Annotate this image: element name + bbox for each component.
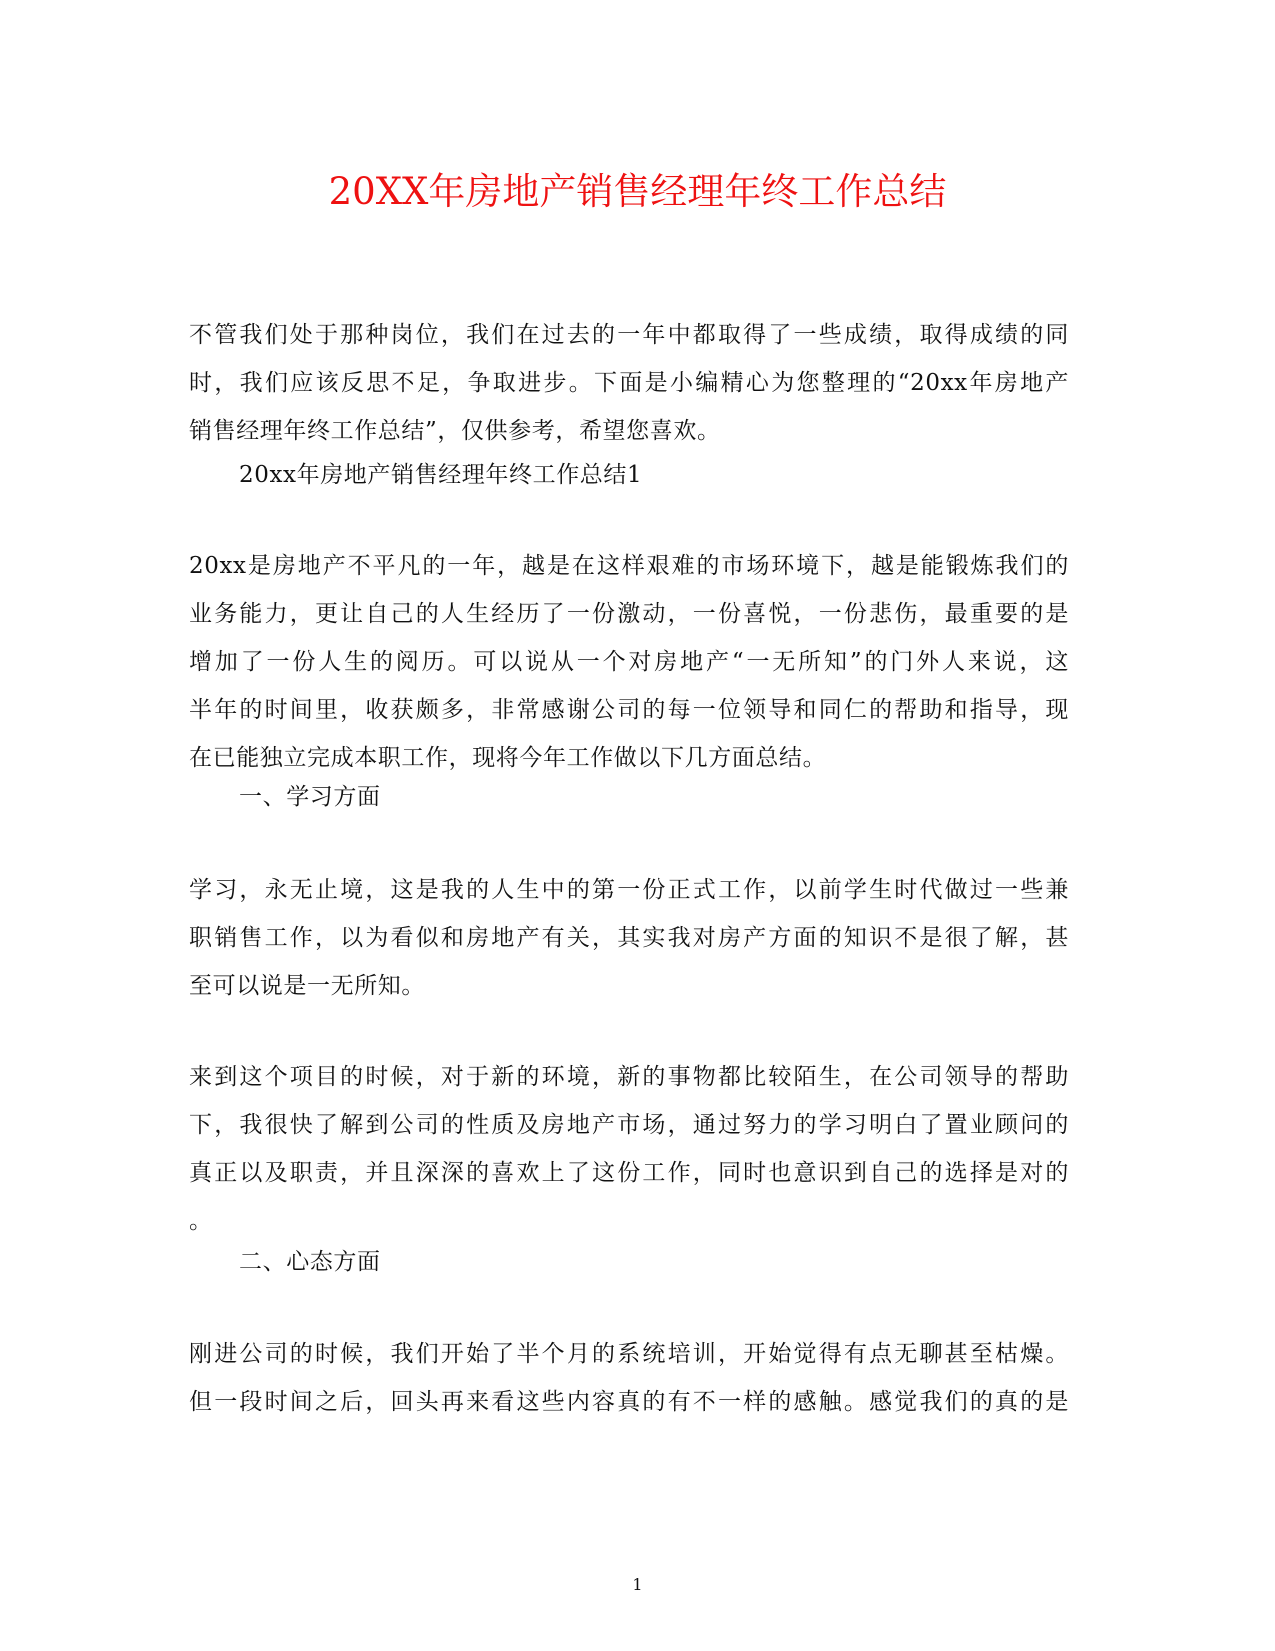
page-number: 1 [632, 1575, 643, 1594]
text-line: 半年的时间里，收获颇多，非常感谢公司的每一位领导和同仁的帮助和指导，现 [189, 697, 1069, 723]
paragraph-mindset [189, 1330, 1069, 1426]
text-line: 时，我们应该反思不足，争取进步。下面是小编精心为您整理的“20xx年房地产 [189, 370, 1069, 396]
text-line: 在已能独立完成本职工作，现将今年工作做以下几方面总结。 [189, 745, 827, 771]
paragraph-overview [189, 542, 1069, 782]
text-line: 真正以及职责，并且深深的喜欢上了这份工作，同时也意识到自己的选择是对的 [189, 1160, 1069, 1186]
intro-paragraph [189, 311, 1069, 455]
text-line: 下，我很快了解到公司的性质及房地产市场，通过努力的学习明白了置业顾问的 [189, 1112, 1069, 1138]
text-line: 不管我们处于那种岗位，我们在过去的一年中都取得了一些成绩，取得成绩的同 [189, 322, 1069, 348]
text-line: 刚进公司的时候，我们开始了半个月的系统培训，开始觉得有点无聊甚至枯燥。 [189, 1341, 1069, 1367]
document-title: 20XX年房地产销售经理年终工作总结 [328, 170, 947, 213]
paragraph-project [189, 1053, 1069, 1245]
text-line: 职销售工作，以为看似和房地产有关，其实我对房产方面的知识不是很了解，甚 [189, 925, 1069, 951]
section-heading-learning: 一、学习方面 [239, 784, 381, 810]
section-subtitle: 20xx年房地产销售经理年终工作总结1 [239, 462, 643, 488]
text-line: 来到这个项目的时候，对于新的环境，新的事物都比较陌生，在公司领导的帮助 [189, 1064, 1069, 1090]
text-line: 但一段时间之后，回头再来看这些内容真的有不一样的感触。感觉我们的真的是 [189, 1389, 1069, 1415]
text-line: 业务能力，更让自己的人生经历了一份激动，一份喜悦，一份悲伤，最重要的是 [189, 601, 1069, 627]
paragraph-learning [189, 866, 1069, 1010]
section-heading-mindset: 二、心态方面 [239, 1249, 381, 1275]
text-line: 20xx是房地产不平凡的一年，越是在这样艰难的市场环境下，越是能锻炼我们的 [189, 553, 1069, 579]
text-line: 增加了一份人生的阅历。可以说从一个对房地产“一无所知”的门外人来说，这 [189, 649, 1069, 675]
text-line: 销售经理年终工作总结”，仅供参考，希望您喜欢。 [189, 418, 721, 444]
text-line: 。 [189, 1208, 213, 1234]
text-line: 至可以说是一无所知。 [189, 973, 425, 999]
text-line: 学习，永无止境，这是我的人生中的第一份正式工作，以前学生时代做过一些兼 [189, 877, 1069, 903]
